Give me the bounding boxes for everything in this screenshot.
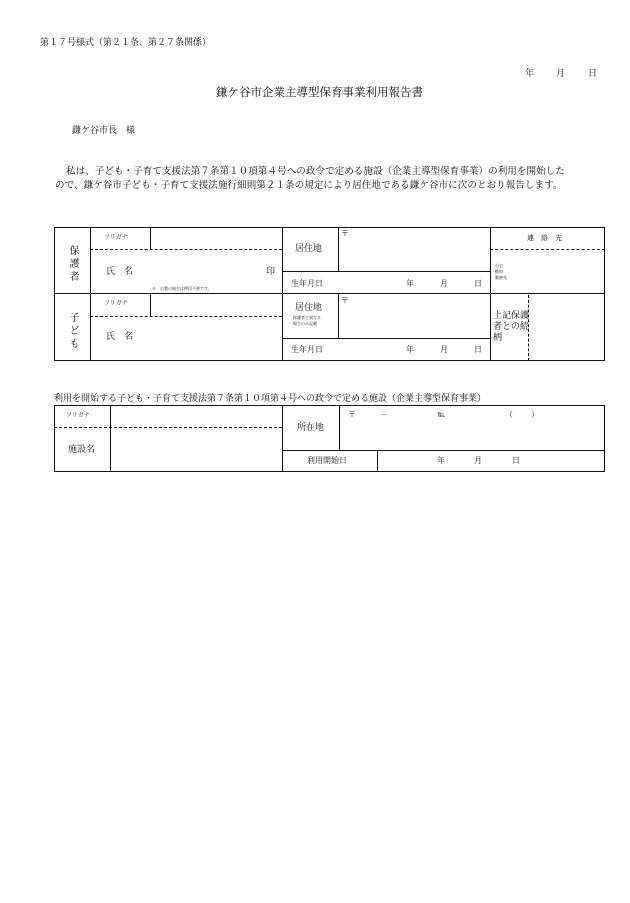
child-residence-note-2: 場合のみ記載 (293, 321, 317, 326)
guardian-postal-mark: 〒 (341, 229, 349, 238)
guardian-residence-label: 居住地 (295, 244, 323, 254)
page-title: 鎌ケ谷市企業主導型保育事業利用報告書 (216, 85, 423, 99)
child-name-label: 氏 名 (106, 332, 134, 342)
guardian-birth-day: 日 (474, 279, 482, 288)
guardian-child-divider (54, 293, 605, 294)
facility-postal-dash: － (380, 410, 388, 419)
furigana-dashed-bottom (90, 316, 282, 317)
guardian-birth-month: 月 (440, 279, 448, 288)
date-month-label: 月 (556, 69, 566, 79)
birthdate-row-line-bottom (282, 338, 490, 339)
form-number: 第１７号様式（第２１条、第２７条関係） (40, 38, 212, 48)
start-date-day: 日 (512, 456, 520, 465)
facility-location-divider (282, 405, 283, 472)
guardian-birth-year: 年 (406, 279, 414, 288)
tel-icon: ℡ (437, 410, 446, 419)
facility-furigana-dashed (54, 427, 282, 428)
location-label-divider (339, 405, 340, 450)
signature-note: ※ 自署の場合は押印不要です。 (152, 286, 212, 291)
relation-label-2: 者との続 (493, 322, 530, 332)
guardian-label: 保護者 (67, 245, 78, 284)
start-date-year: 年 (437, 456, 445, 465)
residence-label-divider-bottom (338, 294, 339, 338)
start-date-row-line (282, 450, 605, 451)
start-date-month: 月 (474, 456, 482, 465)
child-birthdate-label: 生年月日 (291, 345, 323, 354)
child-birth-month: 月 (440, 345, 448, 354)
row-label-divider (90, 227, 91, 361)
tel-paren-close: ） (531, 410, 539, 419)
facility-furigana-label: フリガナ (66, 412, 90, 419)
relation-label-3: 柄 (493, 333, 503, 343)
start-date-label-divider (377, 450, 378, 472)
contact-dashed-line (490, 249, 605, 250)
child-birth-day: 日 (474, 345, 482, 354)
contact-work-label: 勤務先 (495, 275, 507, 280)
facility-label-divider (110, 405, 111, 472)
furigana-dashed-top (90, 249, 282, 250)
guardian-birthdate-label: 生年月日 (291, 279, 323, 288)
facility-name-label: 施設名 (68, 445, 96, 455)
guardian-name-label: 氏 名 (106, 267, 134, 277)
furigana-divider-top (150, 227, 151, 249)
child-furigana-label: フリガナ (104, 300, 128, 307)
location-label: 所在地 (297, 423, 325, 433)
addressee: 鎌ケ谷市長 様 (72, 126, 136, 136)
relation-label-1: 上記保護 (493, 311, 530, 321)
contact-home-label: 自宅 (495, 263, 503, 268)
residence-label-divider-top (338, 227, 339, 271)
guardian-furigana-label: フリガナ (104, 234, 128, 241)
child-residence-label: 居住地 (295, 303, 323, 313)
contact-label: 連 絡 先 (527, 234, 562, 242)
child-postal-mark: 〒 (341, 296, 349, 305)
name-residence-divider (282, 227, 283, 361)
date-year-label: 年 (525, 69, 535, 79)
facility-caption: 利用を開始する子ども・子育て支援法第７条第１０項第４号への政令で定める施設（企業主導型保育事業） (54, 394, 487, 404)
birthdate-row-line-top (282, 271, 490, 272)
seal-label: 印 (266, 267, 276, 277)
intro-line-1: 私は、子ども・子育て支援法第７条第１０項第４号への政令で定める施設（企業主導型保育事業）の利用を開始した (66, 166, 565, 177)
start-date-label: 利用開始日 (307, 456, 347, 465)
intro-line-2: ので、鎌ケ谷市子ども・子育て支援法施行細則第２１条の規定により居住地である鎌ケ谷市に次のとおり報告します。 (55, 180, 563, 191)
contact-divider (490, 227, 491, 361)
child-label: 子ども (67, 312, 78, 351)
facility-postal-mark: 〒 (348, 410, 356, 419)
child-birth-year: 年 (406, 345, 414, 354)
furigana-divider-bottom (150, 294, 151, 316)
contact-mobile-label: 携帯 (495, 269, 503, 274)
child-residence-note-1: 保護者と異なる (293, 315, 321, 320)
date-day-label: 日 (588, 69, 598, 79)
tel-paren-open: （ (505, 410, 513, 419)
guardian-child-table (54, 227, 605, 361)
